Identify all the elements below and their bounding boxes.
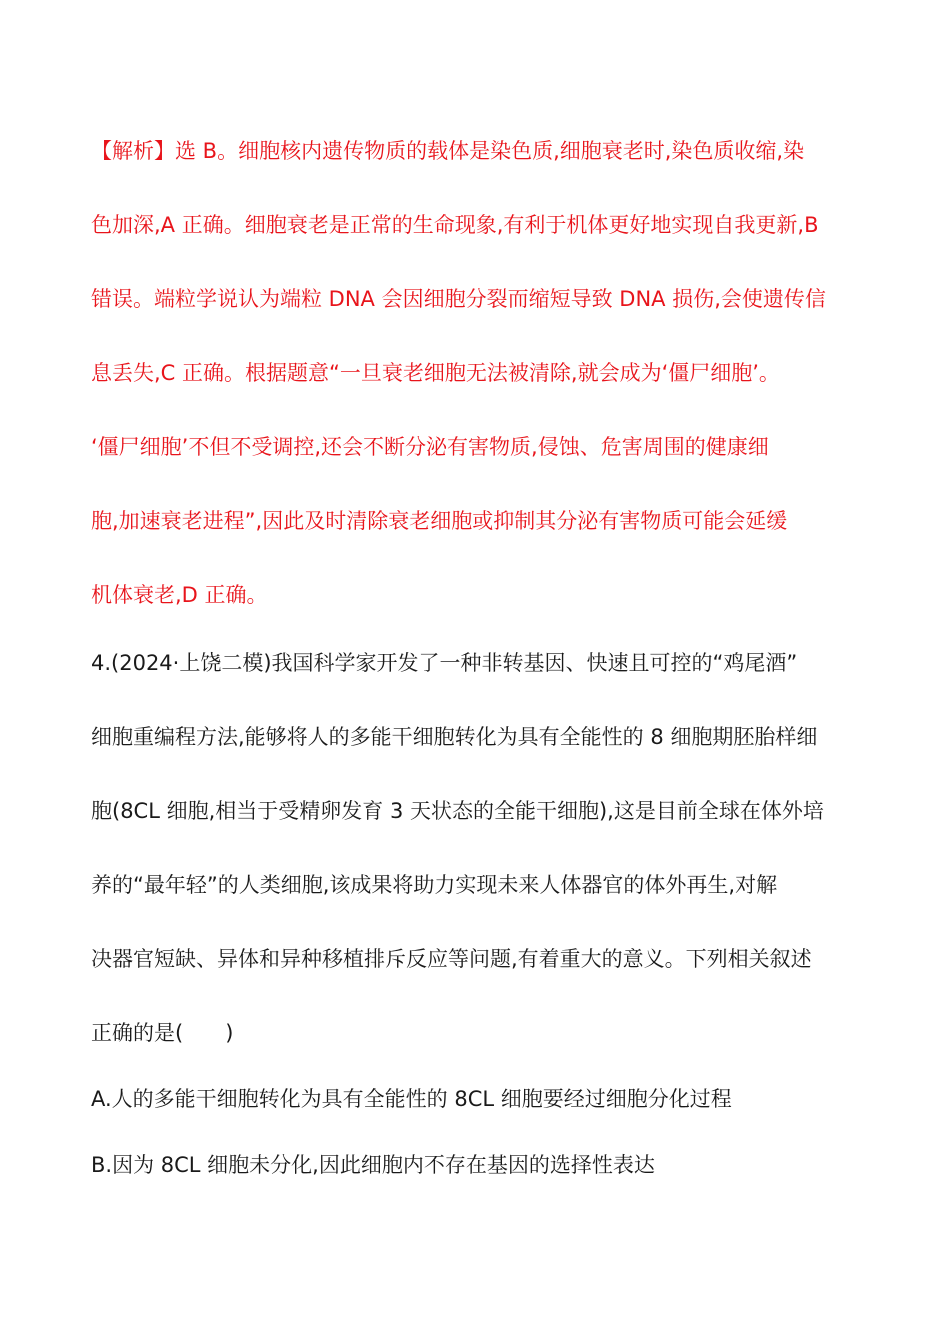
question-stem-line: 4.(2024·上饶二模)我国科学家开发了一种非转基因、快速且可控的“鸡尾酒” — [91, 651, 798, 675]
analysis-line: 胞,加速衰老进程”,因此及时清除衰老细胞或抑制其分泌有害物质可能会延缓 — [91, 509, 788, 533]
analysis-line: 【解析】选 B。细胞核内遗传物质的载体是染色质,细胞衰老时,染色质收缩,染 — [91, 139, 805, 163]
option-a: A.人的多能干细胞转化为具有全能性的 8CL 细胞要经过细胞分化过程 — [91, 1087, 732, 1111]
question-stem-line: 细胞重编程方法,能够将人的多能干细胞转化为具有全能性的 8 细胞期胚胎样细 — [91, 725, 818, 749]
analysis-line: ‘僵尸细胞’不但不受调控,还会不断分泌有害物质,侵蚀、危害周围的健康细 — [91, 435, 769, 459]
option-b: B.因为 8CL 细胞未分化,因此细胞内不存在基因的选择性表达 — [91, 1153, 655, 1177]
analysis-line: 机体衰老,D 正确。 — [91, 583, 268, 607]
analysis-line: 错误。端粒学说认为端粒 DNA 会因细胞分裂而缩短导致 DNA 损伤,会使遗传信 — [91, 287, 826, 311]
analysis-line: 色加深,A 正确。细胞衰老是正常的生命现象,有利于机体更好地实现自我更新,B — [91, 213, 819, 237]
question-stem-line: 养的“最年轻”的人类细胞,该成果将助力实现未来人体器官的体外再生,对解 — [91, 873, 778, 897]
question-stem-line: 正确的是( ) — [91, 1021, 234, 1045]
question-stem-line: 决器官短缺、异体和异种移植排斥反应等问题,有着重大的意义。下列相关叙述 — [91, 947, 812, 971]
analysis-line: 息丢失,C 正确。根据题意“一旦衰老细胞无法被清除,就会成为‘僵尸细胞’。 — [91, 361, 780, 385]
question-stem-line: 胞(8CL 细胞,相当于受精卵发育 3 天状态的全能干细胞),这是目前全球在体外培 — [91, 799, 824, 823]
